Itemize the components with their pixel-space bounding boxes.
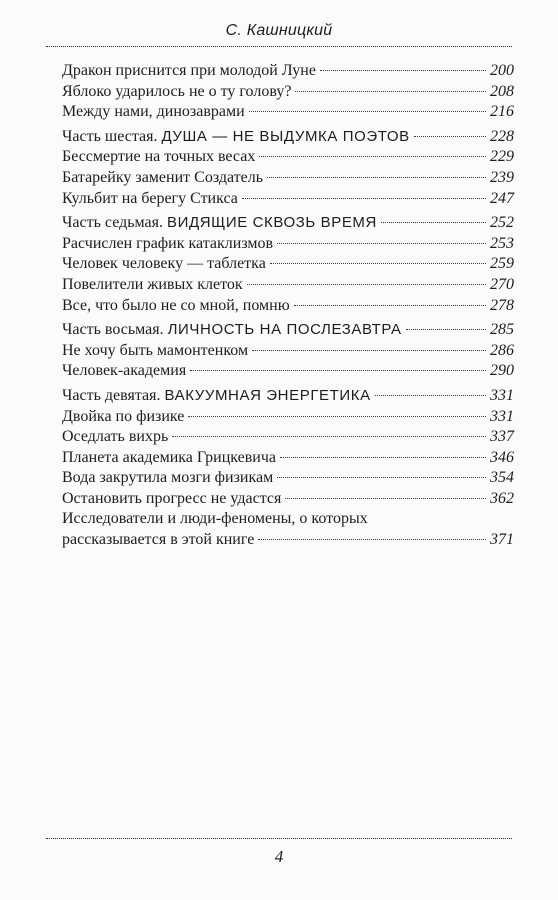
toc-entry-page: 285 <box>490 321 514 339</box>
dot-leader <box>172 436 486 437</box>
toc-entry-page: 362 <box>490 489 514 507</box>
toc-entry-title: Оседлать вихрь <box>62 428 169 446</box>
toc-entry <box>62 254 514 275</box>
dot-leader <box>258 539 486 540</box>
toc-entry-page: 252 <box>490 214 514 232</box>
toc-part-number: Часть девятая. <box>62 386 161 404</box>
toc-entry-page: 253 <box>490 234 514 252</box>
toc-entry-title: Расчислен график катаклизмов <box>62 234 274 252</box>
toc-entry-title: Дракон приснится при молодой Луне <box>62 62 316 79</box>
dot-leader <box>190 370 486 371</box>
dot-leader <box>280 457 486 458</box>
toc-entry-title: Все, что было не со мной, помню <box>62 296 290 314</box>
dot-leader <box>277 243 486 244</box>
toc-entry-page: 239 <box>490 168 514 186</box>
toc-entry <box>62 427 514 448</box>
toc-entry-page: 259 <box>490 255 514 273</box>
toc-entry-title: Кульбит на берегу Стикса <box>62 189 238 207</box>
toc-part-label <box>62 213 377 233</box>
toc-entry-title-continued: рассказывается в этой книге <box>62 531 255 549</box>
toc-entry-title: Планета академика Грицкевича <box>62 448 276 466</box>
toc-entry-page: 208 <box>490 82 514 100</box>
toc-entry-title: Остановить прогресс не удастся <box>62 489 282 507</box>
toc-entry-line-2 <box>62 530 514 551</box>
toc-entry-page: 228 <box>490 127 514 145</box>
toc-entry-title: Вода закрутила мозги физикам <box>62 469 274 487</box>
toc-entry <box>62 102 514 123</box>
toc-part-label <box>62 127 410 147</box>
dot-leader <box>320 70 486 71</box>
toc-entry <box>62 489 514 510</box>
toc-entry-title: Исследователи и люди-феномены, о которых <box>62 510 368 528</box>
dot-leader <box>406 329 486 330</box>
running-header-author: С. Кашницкий <box>225 22 333 39</box>
toc-entry-page: 286 <box>490 341 514 359</box>
toc-entry <box>62 61 514 82</box>
toc-entry-title: Батарейку заменит Создатель <box>62 168 264 186</box>
page-number: 4 <box>274 847 284 866</box>
toc-part-heading <box>62 127 514 148</box>
toc-entry-page: 247 <box>490 189 514 207</box>
toc-part-title: ВИДЯЩИЕ СКВОЗЬ ВРЕМЯ <box>167 214 377 232</box>
dot-leader <box>414 136 486 137</box>
toc-entry-page: 354 <box>490 469 514 487</box>
toc-entry-page: 346 <box>490 448 514 466</box>
toc-entry <box>62 234 514 255</box>
toc-entry-page: 270 <box>490 275 514 293</box>
dot-leader <box>375 395 486 396</box>
toc-entry-title: Яблоко ударилось не о ту голову? <box>62 82 292 100</box>
toc-part-number: Часть седьмая. <box>62 214 163 232</box>
toc-entry-title: Между нами, динозаврами <box>62 103 245 121</box>
dot-leader <box>247 284 486 285</box>
dot-leader <box>259 156 486 157</box>
toc-entry <box>62 407 514 428</box>
toc-entry-title: Повелители живых клеток <box>62 275 243 293</box>
toc-entry-page: 331 <box>490 386 514 404</box>
toc-part-title: ЛИЧНОСТЬ НА ПОСЛЕЗАВТРА <box>167 321 402 339</box>
dot-leader <box>295 91 486 92</box>
toc-entry-page: 337 <box>490 428 514 446</box>
toc-entry <box>62 341 514 362</box>
dot-leader <box>270 263 486 264</box>
dot-leader <box>267 177 486 178</box>
toc-entry-page: 200 <box>490 62 514 79</box>
toc-part-label <box>62 386 371 406</box>
toc-entry-page: 371 <box>490 531 514 549</box>
toc-entry-page: 290 <box>490 362 514 380</box>
toc-entry-title: Двойка по физике <box>62 407 185 425</box>
toc-entry <box>62 189 514 210</box>
toc-entry-page: 331 <box>490 407 514 425</box>
toc-entry-page: 229 <box>490 148 514 166</box>
toc-entry-page: 216 <box>490 103 514 121</box>
toc-entry <box>62 147 514 168</box>
toc-entry-page: 278 <box>490 296 514 314</box>
toc-entry <box>62 448 514 469</box>
toc-entry-title: Человек-академия <box>62 362 187 380</box>
dot-leader <box>249 111 486 112</box>
toc-part-heading <box>62 213 514 234</box>
toc-part-number: Часть шестая. <box>62 127 158 145</box>
toc-entry <box>62 82 514 103</box>
toc-entry-line-1 <box>62 509 514 530</box>
dot-leader <box>381 222 486 223</box>
toc-entry <box>62 275 514 296</box>
toc-part-number: Часть восьмая. <box>62 321 164 339</box>
toc-part-label <box>62 320 402 340</box>
table-of-contents <box>62 61 514 551</box>
footer-dotted-rule <box>46 838 512 839</box>
toc-entry <box>62 296 514 317</box>
toc-part-heading <box>62 320 514 341</box>
toc-entry-title: Человек человеку — таблетка <box>62 255 266 273</box>
dot-leader <box>294 305 486 306</box>
toc-part-heading <box>62 386 514 407</box>
toc-entry-title: Бессмертие на точных весах <box>62 148 256 166</box>
dot-leader <box>188 416 486 417</box>
dot-leader <box>277 477 486 478</box>
toc-part-title: ДУША — НЕ ВЫДУМКА ПОЭТОВ <box>161 127 410 145</box>
dot-leader <box>242 198 486 199</box>
dot-leader <box>252 350 486 351</box>
toc-part-title: ВАКУУМНАЯ ЭНЕРГЕТИКА <box>164 386 371 404</box>
toc-entry-title: Не хочу быть мамонтенком <box>62 341 249 359</box>
toc-entry <box>62 168 514 189</box>
dot-leader <box>285 498 486 499</box>
toc-entry <box>62 361 514 382</box>
toc-entry <box>62 468 514 489</box>
header-dotted-rule <box>46 46 512 47</box>
